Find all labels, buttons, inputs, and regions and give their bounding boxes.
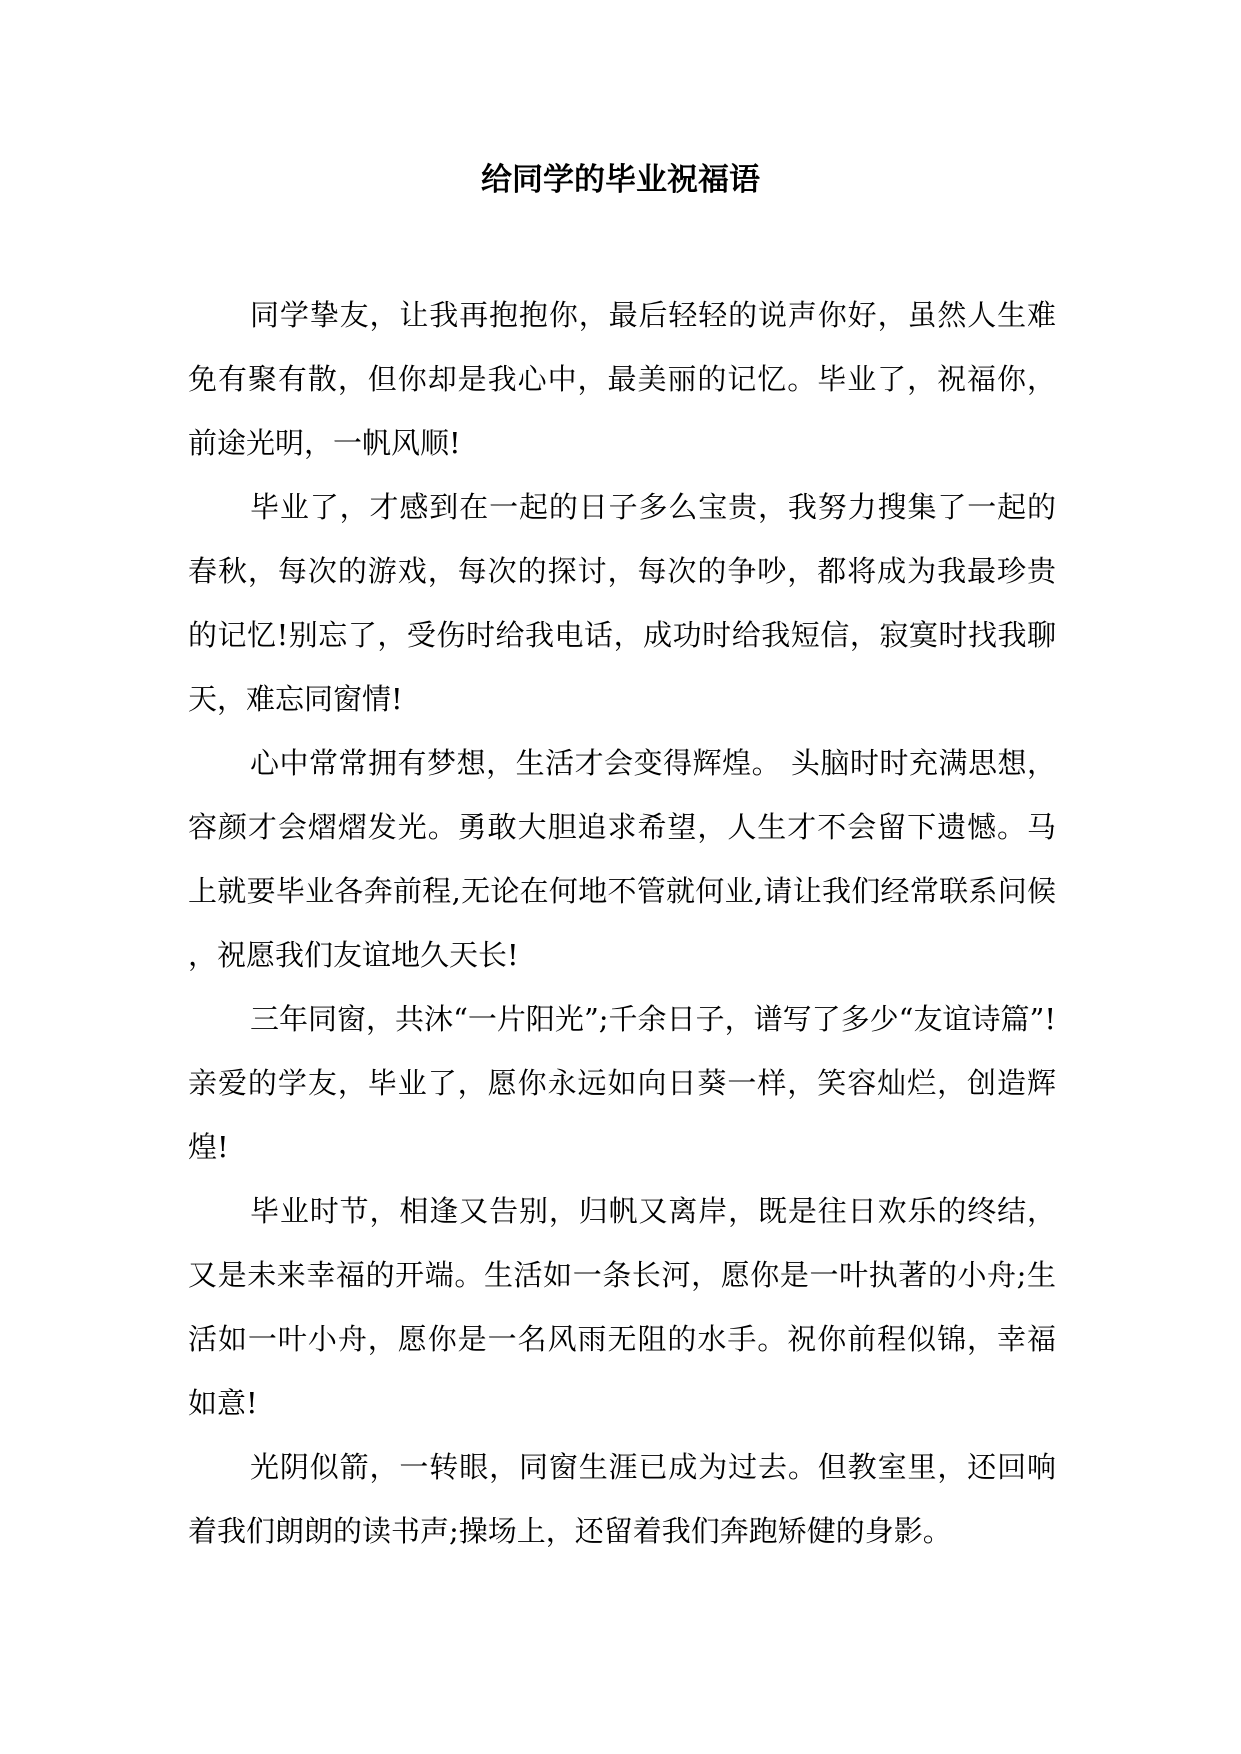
paragraph: 毕业了，才感到在一起的日子多么宝贵，我努力搜集了一起的春秋，每次的游戏，每次的探讨，每次的争吵，都将成为我最珍贵的记忆!别忘了，受伤时给我电话，成功时给我短信，寂寞时找我聊天，难忘同窗情! (188, 490, 1056, 716)
paragraph: 同学挚友，让我再抱抱你，最后轻轻的说声你好，虽然人生难免有聚有散，但你却是我心中，最美丽的记忆。毕业了，祝福你，前途光明，一帆风顺! (188, 298, 1056, 460)
paragraph: 毕业时节，相逢又告别，归帆又离岸，既是往日欢乐的终结，又是未来幸福的开端。生活如一条长河，愿你是一叶执著的小舟;生活如一叶小舟，愿你是一名风雨无阻的水手。祝你前程似锦，幸福如意! (188, 1194, 1056, 1420)
paragraph: 三年同窗，共沐“一片阳光”;千余日子，谱写了多少“友谊诗篇”!亲爱的学友，毕业了，愿你永远如向日葵一样，笑容灿烂，创造辉煌! (188, 1002, 1056, 1164)
document-title: 给同学的毕业祝福语 (481, 162, 760, 198)
document-body (188, 283, 1056, 1563)
paragraph: 光阴似箭，一转眼，同窗生涯已成为过去。但教室里，还回响着我们朗朗的读书声;操场上，还留着我们奔跑矫健的身影。 (188, 1450, 1056, 1548)
paragraph: 心中常常拥有梦想，生活才会变得辉煌。 头脑时时充满思想，容颜才会熠熠发光。勇敢大胆追求希望，人生才不会留下遗憾。马上就要毕业各奔前程,无论在何地不管就何业,请让我们经常联系问候，祝愿我们友谊地久天长! (188, 746, 1056, 972)
